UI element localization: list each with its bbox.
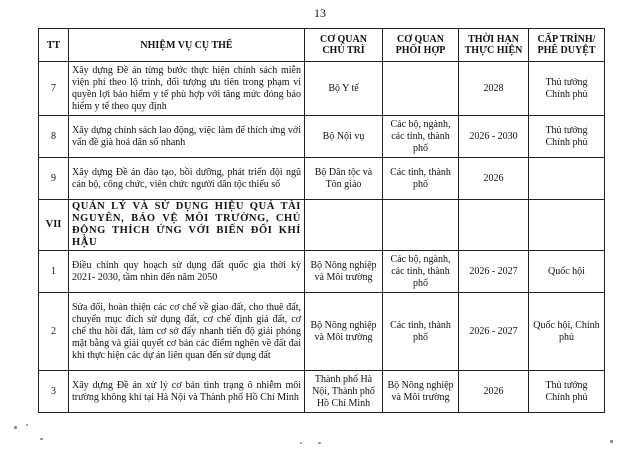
deadline: 2026 xyxy=(459,158,529,200)
scan-speck xyxy=(26,424,28,426)
section-header-row xyxy=(39,200,605,251)
header-deadline: THỜI HẠN THỰC HIỆN xyxy=(459,29,529,62)
approval-level: Quốc hội xyxy=(529,251,605,293)
header-tt: TT xyxy=(39,29,69,62)
empty-cell xyxy=(305,200,383,251)
task-description: Sửa đổi, hoàn thiện các cơ chế về giao đất, cho thuê đất, chuyển mục đích sử dụng đất, cơ chế định giá đất, cơ chế thu hồi đất, làm cơ sở đẩy nhanh tiến độ giải phóng mặt bằng và giải quyết cơ bản các điểm nghẽn về đất đai khi thực hiện các dự án liên quan đến sử dụng đất xyxy=(69,293,305,371)
lead-agency: Bộ Nông nghiệp và Môi trường xyxy=(305,251,383,293)
header-coordinating-agency: CƠ QUAN PHỐI HỢP xyxy=(383,29,459,62)
row-number: 7 xyxy=(39,62,69,116)
scan-speck xyxy=(318,442,321,444)
deadline: 2026 - 2027 xyxy=(459,293,529,371)
coordinating-agency: Các tỉnh, thành phố xyxy=(383,158,459,200)
approval-level: Thủ tướng Chính phủ xyxy=(529,62,605,116)
table-row xyxy=(39,116,605,158)
row-number: 8 xyxy=(39,116,69,158)
row-number: 3 xyxy=(39,371,69,413)
coordinating-agency: Các tỉnh, thành phố xyxy=(383,293,459,371)
approval-level xyxy=(529,158,605,200)
section-title: QUẢN LÝ VÀ SỬ DỤNG HIỆU QUẢ TÀI NGUYÊN, BẢO VỆ MÔI TRƯỜNG, CHỦ ĐỘNG THÍCH ỨNG VỚI BIẾN ĐỔI KHÍ HẬU xyxy=(69,200,305,251)
scan-speck xyxy=(300,442,302,444)
header-lead-agency: CƠ QUAN CHỦ TRÌ xyxy=(305,29,383,62)
deadline: 2026 - 2030 xyxy=(459,116,529,158)
lead-agency: Bộ Nội vụ xyxy=(305,116,383,158)
deadline: 2026 - 2027 xyxy=(459,251,529,293)
page-number: 13 xyxy=(314,6,326,20)
task-description: Điều chỉnh quy hoạch sử dụng đất quốc gia thời kỳ 2021- 2030, tầm nhìn đến năm 2050 xyxy=(69,251,305,293)
table-row xyxy=(39,371,605,413)
coordinating-agency xyxy=(383,62,459,116)
approval-level: Thủ tướng Chính phủ xyxy=(529,371,605,413)
approval-level: Quốc hội, Chính phủ xyxy=(529,293,605,371)
task-description: Xây dựng Đề án từng bước thực hiện chính sách miễn viện phí theo lộ trình, đối tượng ưu tiên trong phạm vi quyền lợi bảo hiểm y tế phù hợp với tăng mức đóng bảo hiểm y tế theo quy định xyxy=(69,62,305,116)
task-description: Xây dựng Đề án đào tạo, bồi dưỡng, phát triển đội ngũ cán bộ, công chức, viên chức người dân tộc thiểu số xyxy=(69,158,305,200)
table-row xyxy=(39,158,605,200)
row-number: 9 xyxy=(39,158,69,200)
approval-level: Thủ tướng Chính phủ xyxy=(529,116,605,158)
task-description: Xây dựng chính sách lao động, việc làm để thích ứng với vấn đề già hoá dân số nhanh xyxy=(69,116,305,158)
table-header-row xyxy=(39,29,605,62)
coordinating-agency: Các bộ, ngành, các tỉnh, thành phố xyxy=(383,251,459,293)
row-number: 2 xyxy=(39,293,69,371)
section-number: VII xyxy=(39,200,69,251)
lead-agency: Bộ Y tế xyxy=(305,62,383,116)
deadline: 2028 xyxy=(459,62,529,116)
coordinating-agency: Các bộ, ngành, các tỉnh, thành phố xyxy=(383,116,459,158)
lead-agency: Bộ Dân tộc và Tôn giáo xyxy=(305,158,383,200)
table-row xyxy=(39,62,605,116)
coordinating-agency: Bộ Nông nghiệp và Môi trường xyxy=(383,371,459,413)
scan-speck xyxy=(610,440,613,443)
task-table xyxy=(38,28,605,413)
header-task: NHIỆM VỤ CỤ THỂ xyxy=(69,29,305,62)
lead-agency: Thành phố Hà Nội, Thành phố Hồ Chí Minh xyxy=(305,371,383,413)
header-approval-level: CẤP TRÌNH/ PHÊ DUYỆT xyxy=(529,29,605,62)
empty-cell xyxy=(459,200,529,251)
lead-agency: Bộ Nông nghiệp và Môi trường xyxy=(305,293,383,371)
deadline: 2026 xyxy=(459,371,529,413)
scan-speck xyxy=(40,438,43,440)
scan-specks xyxy=(0,418,640,448)
empty-cell xyxy=(529,200,605,251)
row-number: 1 xyxy=(39,251,69,293)
task-description: Xây dựng Đề án xử lý cơ bản tình trạng ô nhiễm môi trường không khí tại Hà Nội và Thành phố Hồ Chí Minh xyxy=(69,371,305,413)
scan-speck xyxy=(14,426,17,429)
empty-cell xyxy=(383,200,459,251)
table-row xyxy=(39,293,605,371)
table-row xyxy=(39,251,605,293)
